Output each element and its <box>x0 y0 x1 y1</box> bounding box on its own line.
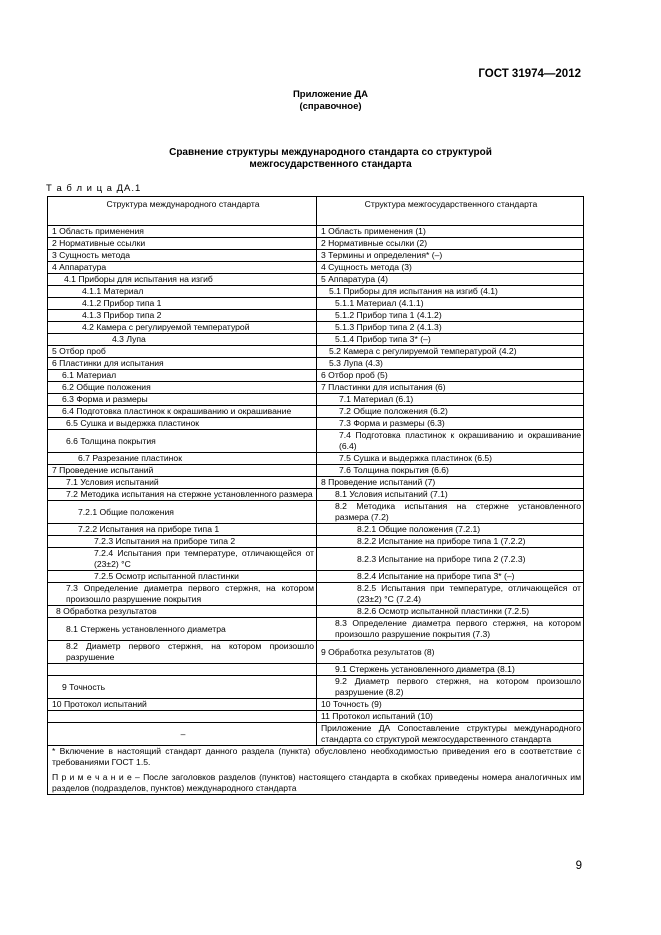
cell-international: 6.5 Сушка и выдержка пластинок <box>48 418 317 430</box>
table-row <box>48 262 584 274</box>
caption-line-2: межгосударственного стандарта <box>249 159 412 170</box>
cell-international <box>48 664 317 676</box>
cell-international: 6.2 Общие положения <box>48 382 317 394</box>
cell-international: 4.1.3 Прибор типа 2 <box>48 310 317 322</box>
table-row <box>48 583 584 606</box>
cell-interstate: 8.3 Определение диаметра первого стержня, на котором произошло разрушение покрытия (7.3) <box>317 618 584 641</box>
cell-interstate: 8.2.3 Испытание на приборе типа 2 (7.2.3) <box>317 548 584 571</box>
cell-interstate: 5.1.1 Материал (4.1.1) <box>317 298 584 310</box>
cell-interstate: 4 Сущность метода (3) <box>317 262 584 274</box>
table-row <box>48 501 584 524</box>
cell-interstate: 8.2.5 Испытания при температуре, отличающейся от (23±2) °С (7.2.4) <box>317 583 584 606</box>
table-row <box>48 606 584 618</box>
cell-international: 7 Проведение испытаний <box>48 465 317 477</box>
cell-interstate: 5.2 Камера с регулируемой температурой (4.2) <box>317 346 584 358</box>
cell-interstate: 7.3 Форма и размеры (6.3) <box>317 418 584 430</box>
table-row <box>48 465 584 477</box>
cell-interstate: 9 Обработка результатов (8) <box>317 641 584 664</box>
cell-interstate: 9.2 Диаметр первого стержня, на котором произошло разрушение (8.2) <box>317 676 584 699</box>
cell-interstate: 9.1 Стержень установленного диаметра (8.1) <box>317 664 584 676</box>
table-row <box>48 250 584 262</box>
footnote-cell <box>48 746 584 795</box>
document-code: ГОСТ 31974—2012 <box>478 68 581 80</box>
cell-interstate: 2 Нормативные ссылки (2) <box>317 238 584 250</box>
page-number: 9 <box>575 860 582 872</box>
cell-international: 8 Обработка результатов <box>48 606 317 618</box>
table-row <box>48 723 584 746</box>
cell-international: 7.2.1 Общие положения <box>48 501 317 524</box>
header-international: Структура международного стандарта <box>48 197 317 226</box>
cell-interstate: 8.1 Условия испытаний (7.1) <box>317 489 584 501</box>
table-row <box>48 274 584 286</box>
cell-international: 4.1.2 Прибор типа 1 <box>48 298 317 310</box>
table-row <box>48 711 584 723</box>
cell-international <box>48 711 317 723</box>
header-interstate-text: Структура межгосударственного стандарта <box>364 199 538 209</box>
table-caption <box>0 147 661 171</box>
table-header-row <box>48 197 584 226</box>
cell-interstate: 5.1.4 Прибор типа 3* (–) <box>317 334 584 346</box>
cell-international: 4 Аппаратура <box>48 262 317 274</box>
cell-international: 4.1.1 Материал <box>48 286 317 298</box>
cell-international: 8.2 Диаметр первого стержня, на котором произошло разрушение <box>48 641 317 664</box>
appendix-title: Приложение ДА <box>292 89 369 100</box>
table-row <box>48 310 584 322</box>
table-row <box>48 664 584 676</box>
table-row <box>48 358 584 370</box>
cell-international: 6.7 Разрезание пластинок <box>48 453 317 465</box>
cell-international: 6.1 Материал <box>48 370 317 382</box>
cell-international: 6.6 Толщина покрытия <box>48 430 317 453</box>
caption-line-1: Сравнение структуры международного стандарта со структурой <box>169 147 492 158</box>
cell-interstate: 1 Область применения (1) <box>317 226 584 238</box>
cell-international: 5 Отбор проб <box>48 346 317 358</box>
footnote-text: * Включение в настоящий стандарт данного раздела (пункта) обусловлено необходимостью приведения его в соответствие с требованиями ГОСТ 1.5. <box>52 746 581 767</box>
table-row <box>48 618 584 641</box>
cell-interstate: 8 Проведение испытаний (7) <box>317 477 584 489</box>
cell-international: 4.1 Приборы для испытания на изгиб <box>48 274 317 286</box>
table-row <box>48 406 584 418</box>
footnote-row <box>48 746 584 795</box>
cell-international: 8.1 Стержень установленного диаметра <box>48 618 317 641</box>
table-row <box>48 676 584 699</box>
table-row <box>48 298 584 310</box>
cell-interstate: 5.1.2 Прибор типа 1 (4.1.2) <box>317 310 584 322</box>
table-row <box>48 334 584 346</box>
cell-interstate: 3 Термины и определения* (–) <box>317 250 584 262</box>
table-row <box>48 286 584 298</box>
table-row <box>48 226 584 238</box>
table-label: Т а б л и ц а ДА.1 <box>46 183 142 194</box>
cell-interstate: 5.1.3 Прибор типа 2 (4.1.3) <box>317 322 584 334</box>
cell-international: 4.2 Камера с регулируемой температурой <box>48 322 317 334</box>
cell-interstate: 7.4 Подготовка пластинок к окрашиванию и окрашивание (6.4) <box>317 430 584 453</box>
note-text: П р и м е ч а н и е – После заголовков разделов (пунктов) настоящего стандарта в скобках приведены номера аналогичных им разделов (подразделов, пунктов) международного стандарта <box>52 772 581 793</box>
table-row <box>48 699 584 711</box>
cell-international: 2 Нормативные ссылки <box>48 238 317 250</box>
table-row <box>48 322 584 334</box>
header-interstate <box>317 197 584 226</box>
cell-interstate: 10 Точность (9) <box>317 699 584 711</box>
cell-international: 7.2 Методика испытания на стержне установленного размера <box>48 489 317 501</box>
table-row <box>48 238 584 250</box>
table-row <box>48 571 584 583</box>
cell-international: 9 Точность <box>48 676 317 699</box>
table-row <box>48 418 584 430</box>
cell-interstate: 7 Пластинки для испытания (6) <box>317 382 584 394</box>
cell-international: 7.2.2 Испытания на приборе типа 1 <box>48 524 317 536</box>
cell-interstate: 7.6 Толщина покрытия (6.6) <box>317 465 584 477</box>
table-row <box>48 346 584 358</box>
table-row <box>48 477 584 489</box>
cell-international: 7.2.4 Испытания при температуре, отличающейся от (23±2) °С <box>48 548 317 571</box>
cell-interstate: 7.5 Сушка и выдержка пластинок (6.5) <box>317 453 584 465</box>
cell-international: 1 Область применения <box>48 226 317 238</box>
cell-interstate: 7.1 Материал (6.1) <box>317 394 584 406</box>
cell-interstate: 8.2.4 Испытание на приборе типа 3* (–) <box>317 571 584 583</box>
cell-international: 3 Сущность метода <box>48 250 317 262</box>
table-row <box>48 453 584 465</box>
cell-international: 7.3 Определение диаметра первого стержня, на котором произошло разрушение покрытия <box>48 583 317 606</box>
appendix-subtitle: (справочное) <box>299 101 362 112</box>
table-row <box>48 370 584 382</box>
cell-international: 7.2.5 Осмотр испытанной пластинки <box>48 571 317 583</box>
table-row <box>48 430 584 453</box>
cell-international: 6.4 Подготовка пластинок к окрашиванию и окрашивание <box>48 406 317 418</box>
cell-interstate: Приложение ДА Сопоставление структуры международного стандарта со структурой межгосударственного стандарта <box>317 723 584 746</box>
cell-interstate: 8.2.6 Осмотр испытанной пластинки (7.2.5) <box>317 606 584 618</box>
cell-interstate: 8.2.2 Испытание на приборе типа 1 (7.2.2) <box>317 536 584 548</box>
cell-interstate: 11 Протокол испытаний (10) <box>317 711 584 723</box>
table-row <box>48 489 584 501</box>
table-row <box>48 548 584 571</box>
cell-interstate: 7.2 Общие положения (6.2) <box>317 406 584 418</box>
table-row <box>48 394 584 406</box>
cell-international: 6 Пластинки для испытания <box>48 358 317 370</box>
cell-interstate: 5.1 Приборы для испытания на изгиб (4.1) <box>317 286 584 298</box>
cell-interstate: 8.2 Методика испытания на стержне установленного размера (7.2) <box>317 501 584 524</box>
table-row <box>48 382 584 394</box>
structure-comparison-table <box>47 196 584 795</box>
cell-international: 7.2.3 Испытания на приборе типа 2 <box>48 536 317 548</box>
cell-international: 7.1 Условия испытаний <box>48 477 317 489</box>
cell-international: 4.3 Лупа <box>48 334 317 346</box>
cell-interstate: 8.2.1 Общие положения (7.2.1) <box>317 524 584 536</box>
cell-interstate: 5.3 Лупа (4.3) <box>317 358 584 370</box>
table-row <box>48 524 584 536</box>
cell-interstate: 5 Аппаратура (4) <box>317 274 584 286</box>
table-row <box>48 641 584 664</box>
cell-international: 10 Протокол испытаний <box>48 699 317 711</box>
table-row <box>48 536 584 548</box>
cell-interstate: 6 Отбор проб (5) <box>317 370 584 382</box>
cell-international: – <box>48 723 317 746</box>
cell-international: 6.3 Форма и размеры <box>48 394 317 406</box>
